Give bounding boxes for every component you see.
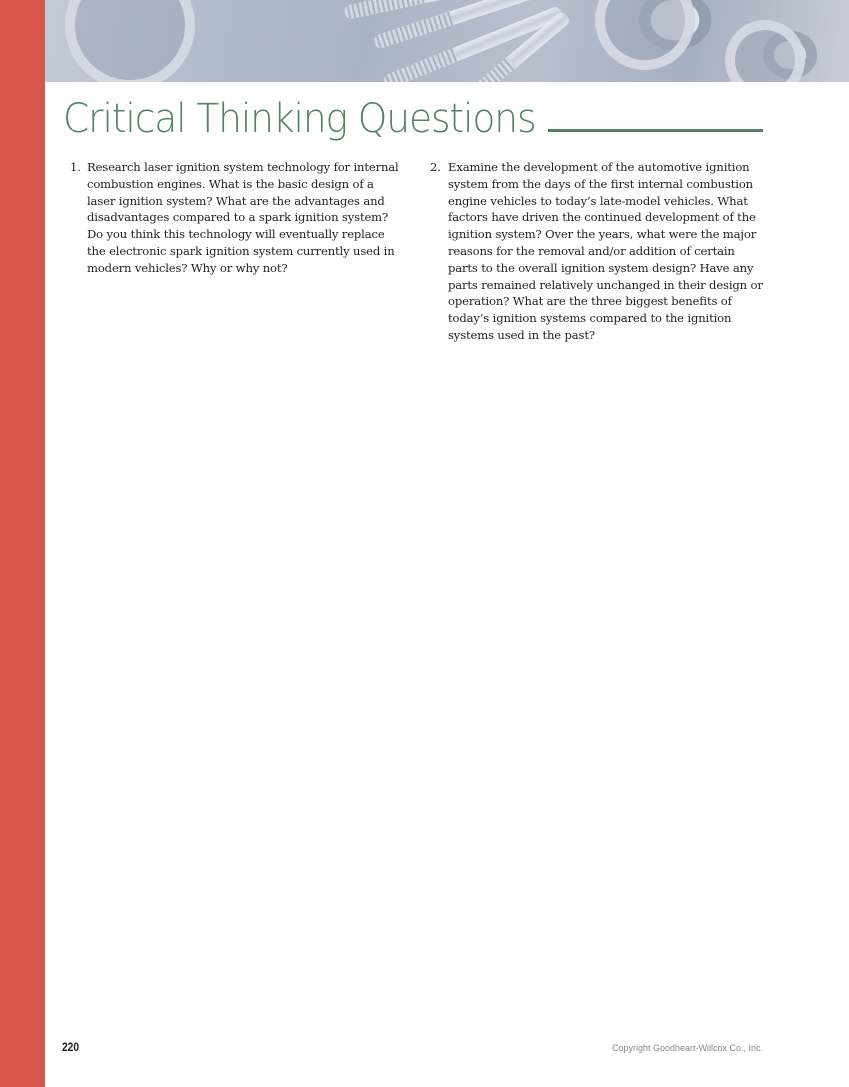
questions-list [62,159,767,344]
section-title: Critical Thinking Questions [63,96,536,142]
header-photo-banner [45,0,849,82]
section-heading [63,90,763,142]
question-item [62,159,400,344]
bearing-shape [595,0,695,70]
pulley-shape [725,20,805,82]
question-text: Examine the development of the automotive ignition system from the days of the first internal combustion engine vehicles to today’s late-model vehicles. What factors have driven the continued development of the ignition system? Over the years, what were the major reasons for the removal and/or addition of certain parts to the overall ignition system design? Have any parts remained relatively unchanged in their design or operation? What are the three biggest benefits of today’s ignition systems compared to the ignition systems used in the past? [448,160,763,342]
side-color-bar [0,0,45,1087]
question-item [430,159,767,344]
question-number: 1. [70,160,81,174]
question-number: 2. [430,160,441,174]
page-number: 220 [62,1040,80,1054]
pulley-shape [65,0,195,82]
question-text: Research laser ignition system technology for internal combustion engines. What is the basic design of a laser ignition system? What are the advantages and disadvantages compared to a spark ignition system? Do you think this technology will eventually replace the electronic spark ignition system currently used in modern vehicles? Why or why not? [87,160,399,275]
title-underline-rule [548,129,763,132]
copyright-notice: Copyright Goodheart-Willcox Co., Inc. [611,1043,763,1053]
